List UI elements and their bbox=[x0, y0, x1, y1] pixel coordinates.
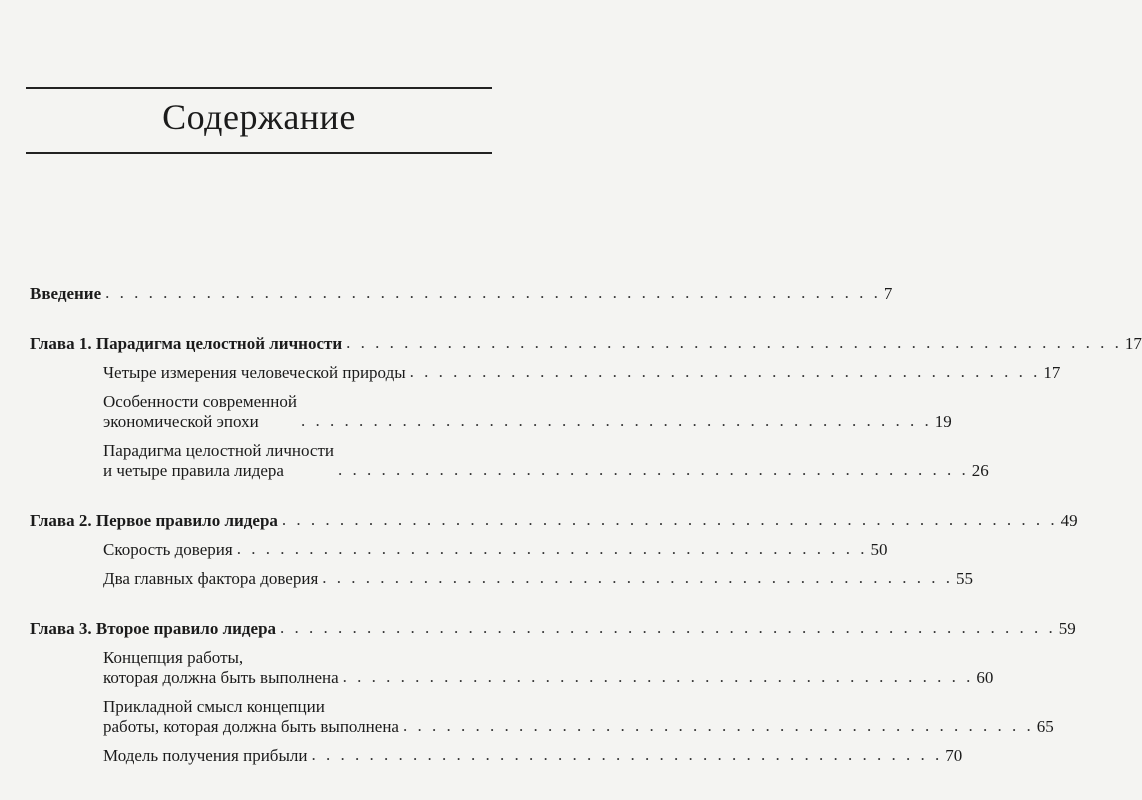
leader-dots: . . . . . . . . . . . . . . . . . . . . . . . . . . . . . . . . . . . . . . . . . . . . bbox=[311, 745, 943, 764]
toc-label-line-2: экономической эпохи bbox=[103, 412, 259, 431]
leader-dots: . . . . . . . . . . . . . . . . . . . . . . . . . . . . . . . . . . . . . . . . . . . . bbox=[338, 460, 969, 479]
toc-label-line-1: Прикладной смысл концепции bbox=[103, 697, 325, 716]
toc-entry-section[interactable] bbox=[30, 362, 1061, 383]
leader-dots: . . . . . . . . . . . . . . . . . . . . . . . . . . . . . . . . . . . . . . . . . . . . . . . . . . . . . . bbox=[346, 333, 1122, 352]
toc-label-line-1: Особенности современной bbox=[103, 392, 297, 411]
leader-dots: . . . . . . . . . . . . . . . . . . . . . . . . . . . . . . . . . . . . . . . . . . . . . . . . . . . . . . bbox=[281, 510, 1058, 529]
toc-page-number: 19 bbox=[934, 412, 952, 431]
toc-label: Два главных фактора доверия bbox=[103, 569, 319, 588]
toc-page-number: 70 bbox=[945, 746, 963, 765]
toc-page-number: 49 bbox=[1060, 511, 1078, 530]
toc-page-number: 7 bbox=[883, 284, 893, 303]
toc-page-number: 65 bbox=[1036, 717, 1054, 736]
leader-dots: . . . . . . . . . . . . . . . . . . . . . . . . . . . . . . . . . . . . . . . . . . . . bbox=[322, 568, 954, 587]
toc-page-number: 50 bbox=[870, 540, 888, 559]
toc-page-number: 26 bbox=[971, 461, 989, 480]
toc-label: Глава 2. Первое правило лидера bbox=[30, 511, 278, 530]
toc-label-line-1: Концепция работы, bbox=[103, 648, 244, 667]
toc-entry-section[interactable] bbox=[30, 539, 888, 560]
toc-page-number: 59 bbox=[1058, 619, 1076, 638]
leader-dots: . . . . . . . . . . . . . . . . . . . . . . . . . . . . . . . . . . . . . . . . . . . . . . . . . . . . . . bbox=[105, 283, 881, 302]
table-of-contents bbox=[30, 283, 1142, 766]
toc-page-number: 17 bbox=[1124, 334, 1142, 353]
leader-dots: . . . . . . . . . . . . . . . . . . . . . . . . . . . . . . . . . . . . . . . . . . . . bbox=[342, 667, 974, 686]
leader-dots: . . . . . . . . . . . . . . . . . . . . . . . . . . . . . . . . . . . . . . . . . . . . bbox=[402, 716, 1034, 735]
bottom-rule bbox=[26, 152, 492, 154]
toc-label: Скорость доверия bbox=[103, 540, 233, 559]
leader-dots: . . . . . . . . . . . . . . . . . . . . . . . . . . . . . . . . . . . . . . . . . . . . bbox=[236, 539, 868, 558]
toc-page-number: 55 bbox=[956, 569, 974, 588]
toc-label: Глава 3. Второе правило лидера bbox=[30, 619, 277, 638]
toc-page-number: 17 bbox=[1043, 363, 1061, 382]
leader-dots: . . . . . . . . . . . . . . . . . . . . . . . . . . . . . . . . . . . . . . . . . . . . . . . . . . . . . . bbox=[280, 618, 1056, 637]
toc-entry-chapter-1[interactable] bbox=[30, 333, 1142, 354]
toc-page-number: 60 bbox=[976, 668, 994, 687]
toc-label-line-1: Парадигма целостной личности bbox=[103, 441, 334, 460]
toc-entry-section[interactable] bbox=[30, 441, 989, 481]
toc-label: Введение bbox=[30, 284, 102, 303]
leader-dots: . . . . . . . . . . . . . . . . . . . . . . . . . . . . . . . . . . . . . . . . . . . . bbox=[409, 362, 1041, 381]
toc-label: Модель получения прибыли bbox=[103, 746, 308, 765]
toc-entry-section[interactable] bbox=[30, 648, 994, 688]
toc-entry-intro[interactable] bbox=[30, 283, 893, 304]
toc-entry-section[interactable] bbox=[30, 392, 952, 432]
toc-label-line-2: работы, которая должна быть выполнена bbox=[103, 717, 399, 736]
toc-label-line-2: которая должна быть выполнена bbox=[103, 668, 339, 687]
toc-entry-chapter-2[interactable] bbox=[30, 510, 1078, 531]
top-rule bbox=[26, 87, 492, 89]
toc-label-line-2: и четыре правила лидера bbox=[103, 461, 284, 480]
toc-label: Глава 1. Парадигма целостной личности bbox=[30, 334, 343, 353]
toc-entry-section[interactable] bbox=[30, 697, 1054, 737]
toc-entry-section[interactable] bbox=[30, 568, 974, 589]
toc-label: Четыре измерения человеческой природы bbox=[103, 363, 406, 382]
toc-entry-chapter-3[interactable] bbox=[30, 618, 1076, 639]
leader-dots: . . . . . . . . . . . . . . . . . . . . . . . . . . . . . . . . . . . . . . . . . . . . bbox=[300, 411, 932, 430]
toc-entry-section[interactable] bbox=[30, 745, 963, 766]
page-title: Содержание bbox=[162, 97, 356, 137]
